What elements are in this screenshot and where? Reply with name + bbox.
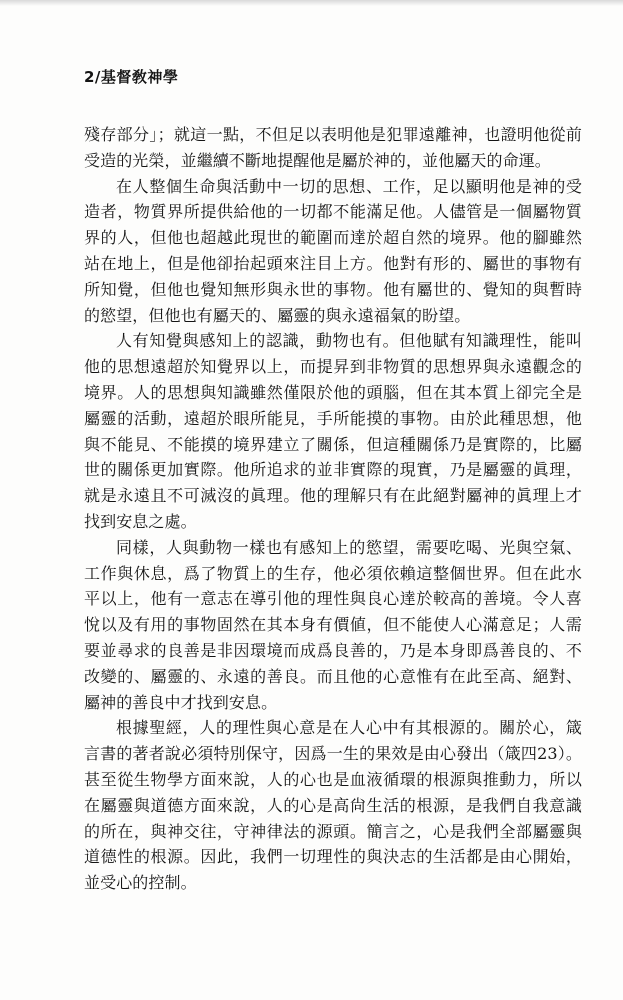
running-header: 2/基督敎神學 (84, 68, 179, 86)
paragraph-continued: 殘存部分」；就這一點，不但足以表明他是犯罪遠離神，也證明他從前受造的光榮，並繼續不斷地提醒他是屬於神的，並他屬天的命運。 (84, 125, 582, 170)
paragraph-heart: 根據聖經，人的理性與心意是在人心中有其根源的。關於心，箴言書的著者說必須特別保守，因爲一生的果效是由心發出（箴四23）。甚至從生物學方面來說，人的心也是血液循環的根源與推動力，所以在屬靈與道德方面來說，人的心是高尙生活的根源，是我們自我意識的所在，與神交往，守神律法的源頭。簡言之，心是我們全部屬靈與道德性的根源。因此，我們一切理性的與決志的生活都是由心開始，並受心的控制。 (84, 718, 582, 893)
paragraph-thought-and-work: 在人整個生命與活動中一切的思想、工作，足以顯明他是神的受造者，物質界所提供給他的一切都不能滿足他。人儘管是一個屬物質界的人，但他也超越此現世的範圍而達於超自然的境界。他的腳雖然站在地上，但是他卻抬起頭來注目上方。他對有形的、屬世的事物有所知覺，但他也覺知無形與永世的事物。他有屬世的、覺知的與暫時的慾望，但他也有屬天的、屬靈的與永遠福氣的盼望。 (84, 176, 582, 325)
paragraph-desire-and-will: 同樣，人與動物一樣也有感知上的慾望，需要吃喝、光與空氣、工作與休息，爲了物質上的生存，他必須依賴這整個世界。但在此水平以上，他有一意志在導引他的理性與良心達於較高的善境。令人喜悅以及有用的事物固然在其本身有價値，但不能使人心滿意足；人需要並尋求的良善是非因環境而成爲良善的，乃是本身即爲善良的、不改變的、屬靈的、永遠的善良。而且他的心意惟有在此至高、絕對、屬神的善良中才找到安息。 (84, 537, 582, 712)
paragraph-knowledge-and-reason: 人有知覺與感知上的認識，動物也有。但他賦有知識理性，能叫他的思想遠超於知覺界以上，而提昇到非物質的思想界與永遠觀念的境界。人的思想與知識雖然僅限於他的頭腦，但在其本質上卻完全是屬靈的活動，遠超於眼所能見，手所能摸的事物。由於此種思想，他與不能見、不能摸的境界建立了關係，但這種關係乃是實際的，比屬世的關係更加實際。他所追求的並非實際的現實，乃是屬靈的眞理，就是永遠且不可滅沒的眞理。他的理解只有在此絕對屬神的眞理上才找到安息之處。 (84, 331, 582, 531)
scan-edge (0, 0, 623, 6)
body-text (84, 122, 582, 896)
